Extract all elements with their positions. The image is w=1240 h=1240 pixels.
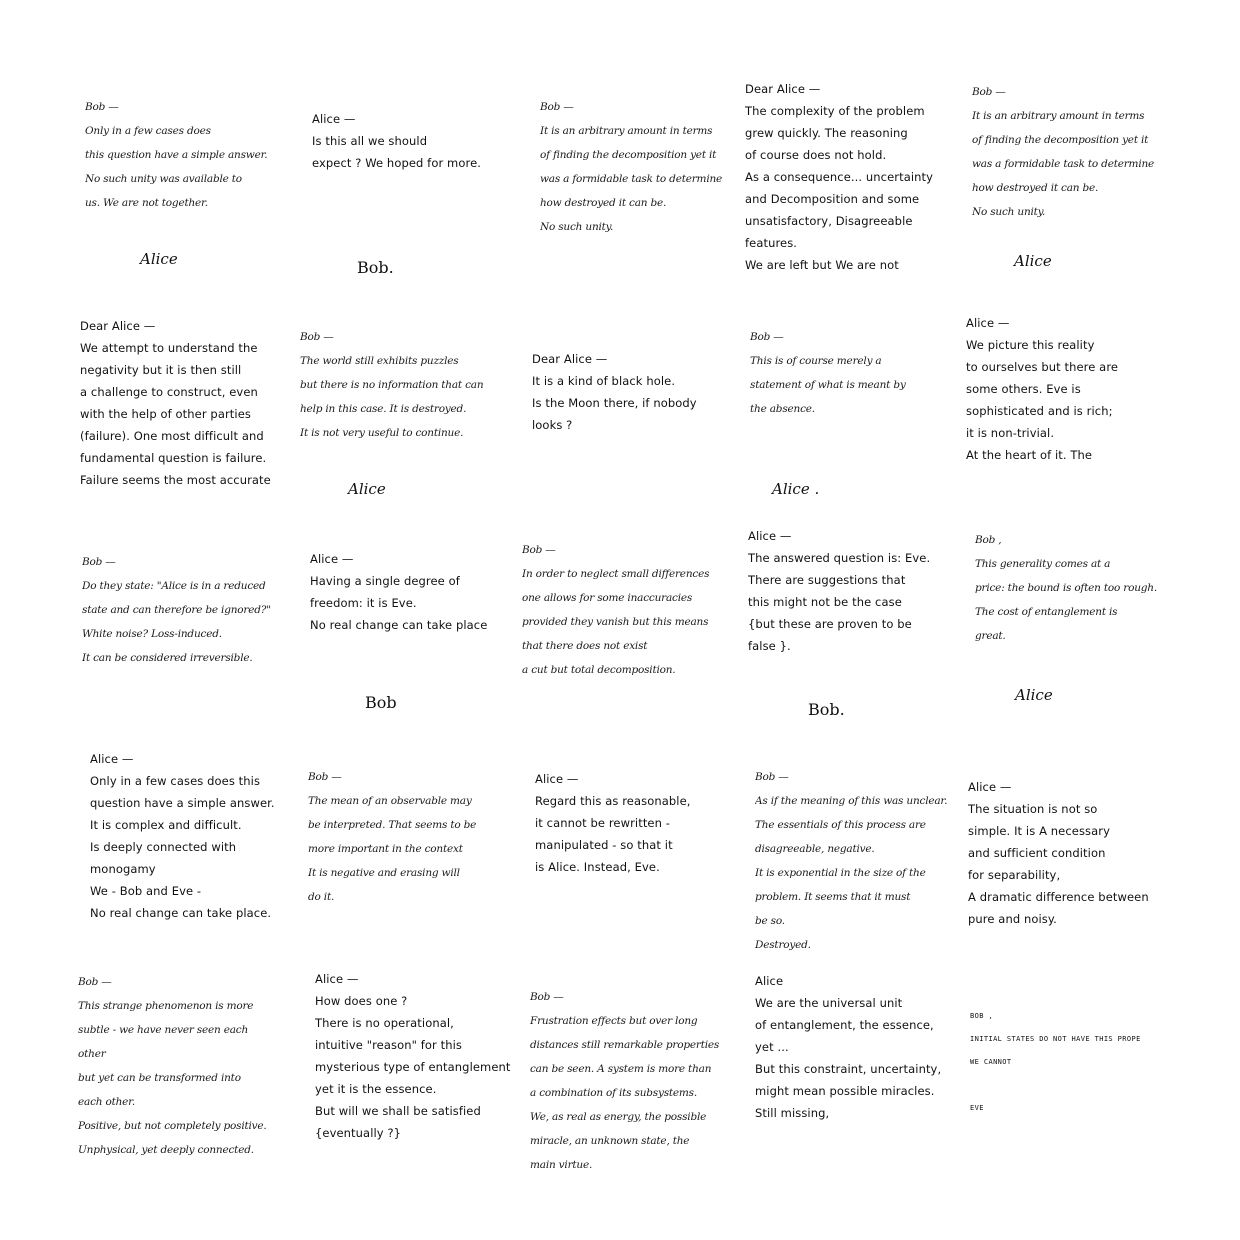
note-card <box>300 325 510 545</box>
note-card <box>312 108 522 328</box>
note-text: Dear Alice — The complexity of the problem grew quickly. The reasoning of course does not hold. As a consequence... uncertainty and Decomposition and some unsatisfactory, Disagreeable features. We are left but We are not <box>745 82 934 272</box>
note-text: Alice — Regard this as reasonable, it cannot be rewritten - manipulated - so that it is Alice. Instead, Eve. <box>535 772 691 874</box>
note-card <box>308 765 518 985</box>
note-signature: Alice <box>1015 686 1053 704</box>
note-signature: Alice <box>1014 252 1052 270</box>
note-card <box>755 970 965 1190</box>
note-card <box>750 325 960 545</box>
note-text: Bob — It is an arbitrary amount in terms of finding the decomposition yet it was a formidable task to determine how destroyed it can be. No such unity. <box>540 101 723 233</box>
note-text: Bob — The mean of an observable may be interpreted. That seems to be more important in the context It is negative and erasing will do it. <box>308 771 477 903</box>
note-card <box>522 538 732 758</box>
note-card <box>755 765 965 985</box>
note-text: Alice — The situation is not so simple. It is A necessary and sufficient condition for separability, A dramatic difference between pure and noisy. <box>968 780 1149 926</box>
note-card <box>970 1005 1180 1225</box>
note-card <box>535 768 745 988</box>
note-text: Bob , This generality comes at a price: the bound is often too rough. The cost of entanglement is great. <box>975 534 1157 642</box>
note-card <box>90 748 300 968</box>
note-text: Bob — The world still exhibits puzzles but there is no information that can help in this case. It is destroyed. It is not very useful to continue. <box>300 331 484 439</box>
note-signature: Alice <box>140 250 178 268</box>
note-text: Alice We are the universal unit of entanglement, the essence, yet ... But this constraint, uncertainty, might mean possible miracles. Still missing, <box>755 974 942 1120</box>
note-text: BOB , INITIAL STATES DO NOT HAVE THIS PROPE WE CANNOT EVE <box>970 1012 1141 1112</box>
note-card <box>968 776 1178 996</box>
note-signature: Bob. <box>808 700 845 719</box>
note-text: Alice — Only in a few cases does this question have a simple answer. It is complex and difficult. Is deeply connected with monogamy We - Bob and Eve - No real change can take place. <box>90 752 275 920</box>
note-text: Bob — This strange phenomenon is more subtle - we have never seen each other but yet can be transformed into each other. Positive, but not completely positive. Unphysical, yet deeply connected. <box>78 976 267 1156</box>
note-text: Bob — Do they state: "Alice is in a reduced state and can therefore be ignored?" White noise? Loss-induced. It can be considered irreversible. <box>82 556 271 664</box>
note-text: Dear Alice — It is a kind of black hole. Is the Moon there, if nobody looks ? <box>532 352 697 432</box>
note-card <box>745 78 955 283</box>
note-card <box>540 95 750 315</box>
note-card <box>85 95 295 315</box>
note-text: Bob — In order to neglect small differences one allows for some inaccuracies provided they vanish but this means that there does not exist a cut but total decomposition. <box>522 544 710 676</box>
note-text: Bob — As if the meaning of this was unclear. The essentials of this process are disagreeable, negative. It is exponential in the size of the problem. It seems that it must be so. Destroyed. <box>755 771 948 951</box>
note-text: Bob — Frustration effects but over long distances still remarkable properties can be seen. A system is more than a combination of its subsystems. We, as real as energy, the possible miracle, an unknown state, the main virtue. <box>530 991 720 1171</box>
note-card <box>80 315 290 505</box>
note-text: Alice — We picture this reality to ourselves but there are some others. Eve is sophisticated and is rich; it is non-trivial. At the heart of it. The <box>966 316 1119 462</box>
note-text: Alice — Having a single degree of freedom: it is Eve. No real change can take place <box>310 552 488 632</box>
note-card <box>966 312 1176 507</box>
note-signature: Alice . <box>772 480 820 498</box>
note-card <box>975 528 1185 748</box>
note-card <box>532 348 742 568</box>
note-card <box>748 525 958 745</box>
note-card <box>315 968 525 1188</box>
note-card <box>82 550 292 770</box>
note-card <box>530 985 740 1205</box>
note-signature: Alice <box>348 480 386 498</box>
note-text: Alice — The answered question is: Eve. There are suggestions that this might not be the case {but these are proven to be false }. <box>748 529 931 653</box>
note-text: Bob — It is an arbitrary amount in terms of finding the decomposition yet it was a formidable task to determine how destroyed it can be. No such unity. <box>972 86 1155 218</box>
note-text: Alice — Is this all we should expect ? We hoped for more. <box>312 112 481 170</box>
note-text: Bob — This is of course merely a statement of what is meant by the absence. <box>750 331 906 415</box>
note-card <box>310 548 520 768</box>
note-card <box>78 970 288 1190</box>
note-card <box>972 80 1182 300</box>
note-text: Alice — How does one ? There is no operational, intuitive "reason" for this mysterious type of entanglement yet it is the essence. But will we shall be satisfied {eventually ?} <box>315 972 511 1140</box>
note-signature: Bob. <box>357 258 394 277</box>
note-text: Dear Alice — We attempt to understand the negativity but it is then still a challenge to construct, even with the help of other parties (failure). One most difficult and fundamental question is failure. Failure seems the most accurate <box>80 319 271 487</box>
note-signature: Bob <box>365 693 397 712</box>
note-text: Bob — Only in a few cases does this question have a simple answer. No such unity was available to us. We are not together. <box>85 101 268 209</box>
